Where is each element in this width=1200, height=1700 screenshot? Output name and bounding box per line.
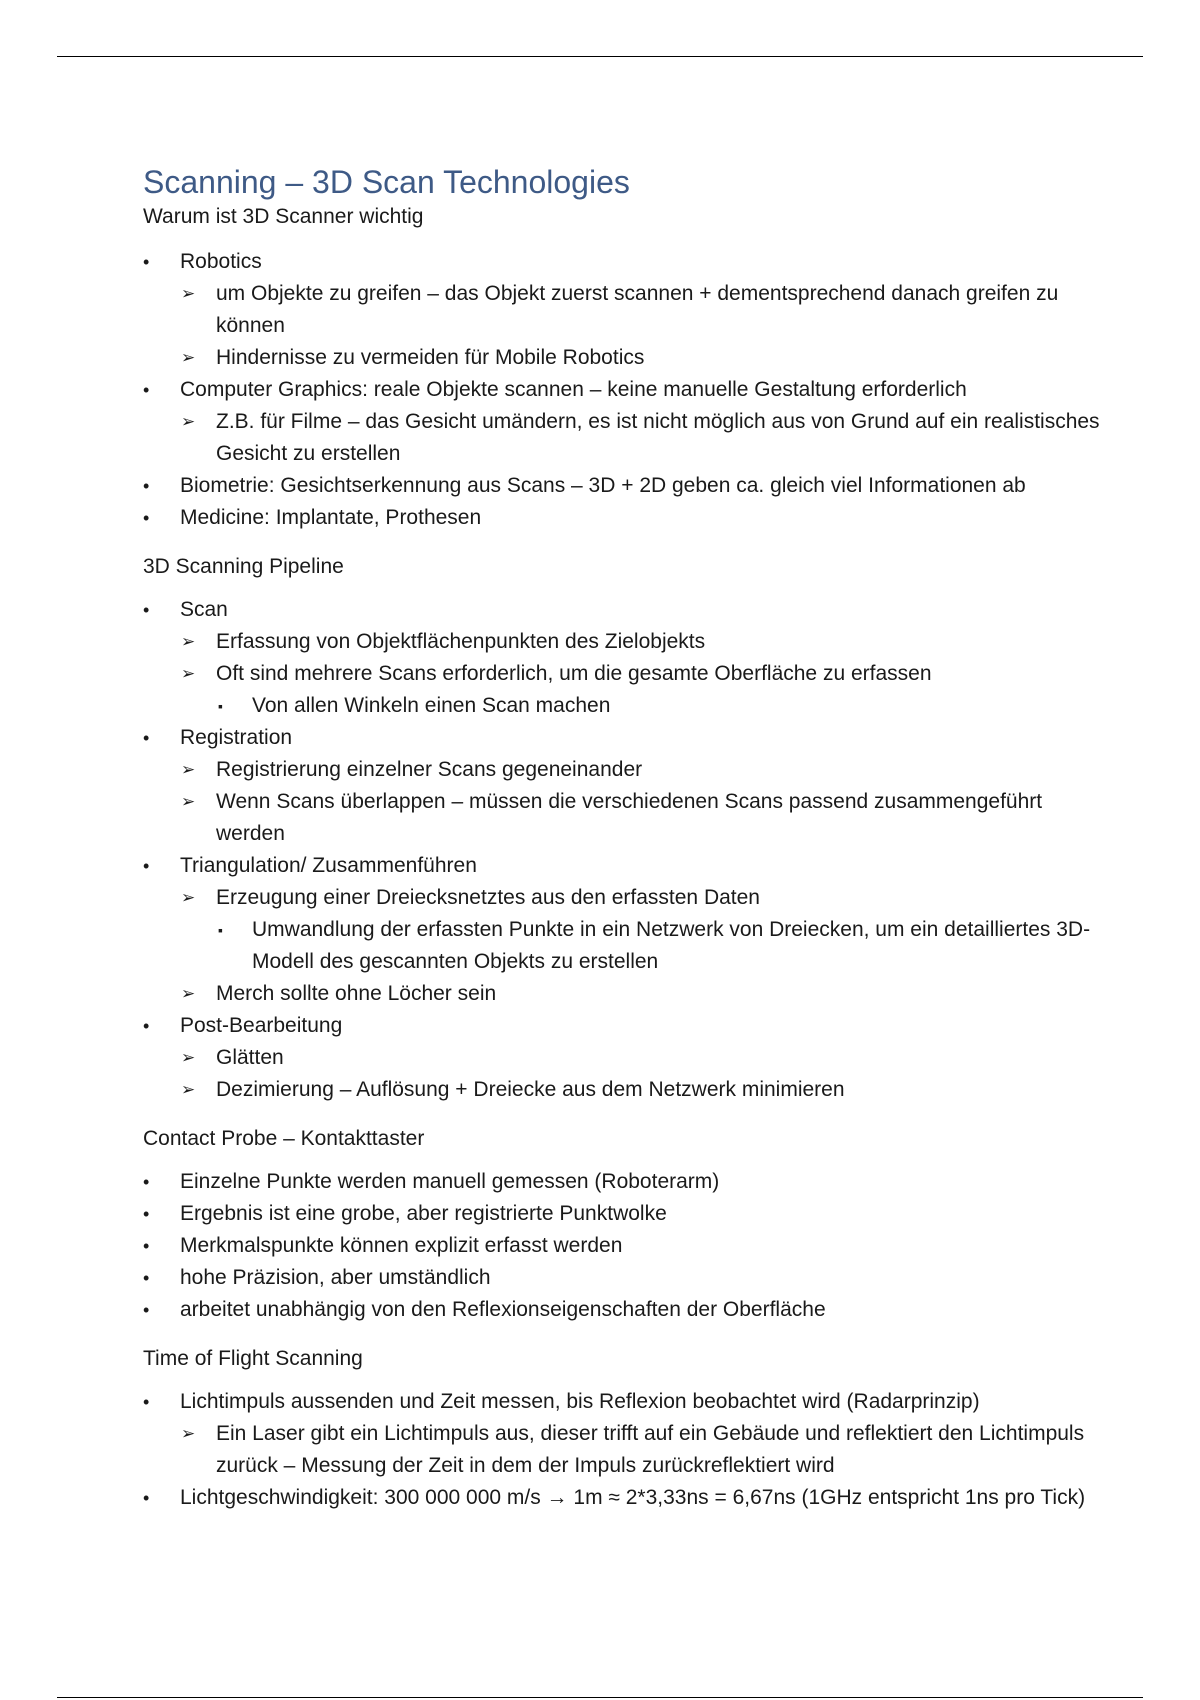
- list-item: [143, 1042, 1103, 1074]
- list-item-text: Ein Laser gibt ein Lichtimpuls aus, dieser trifft auf ein Gebäude und reflektiert den Lichtimpuls zurück – Messung der Zeit in dem der Impuls zurückreflektiert wird: [216, 1422, 1085, 1477]
- bullet-dot-icon: •: [143, 1268, 150, 1288]
- list-item-text: um Objekte zu greifen – das Objekt zuerst scannen + dementsprechend danach greifen zu können: [216, 282, 1059, 337]
- bullet-dot-icon: •: [143, 856, 150, 876]
- arrowhead-bullet-icon: ➢: [181, 984, 196, 1003]
- list-item: [143, 1166, 1103, 1198]
- list-item: [143, 690, 1103, 722]
- list-item-text: Scan: [180, 598, 228, 621]
- footer-rule: [57, 1697, 1143, 1698]
- list-item: [143, 374, 1103, 406]
- list-item-text: Medicine: Implantate, Prothesen: [180, 506, 482, 529]
- document-body: [143, 162, 1103, 1514]
- list-item-text: Lichtgeschwindigkeit: 300 000 000 m/s → 1m ≈ 2*3,33ns = 6,67ns (1GHz entspricht 1ns pro Tick): [180, 1486, 1086, 1509]
- sections-container: [143, 202, 1103, 1514]
- bullet-dot-icon: •: [143, 1236, 150, 1256]
- list-item: [143, 1294, 1103, 1326]
- arrowhead-bullet-icon: ➢: [181, 760, 196, 779]
- bullet-dot-icon: •: [143, 728, 150, 748]
- bullet-list: [143, 1166, 1103, 1326]
- list-item-text: Erzeugung einer Dreiecksnetztes aus den erfassten Daten: [216, 886, 760, 909]
- list-item: [143, 1386, 1103, 1418]
- square-bullet-icon: ▪: [218, 922, 223, 938]
- list-item-text: Hindernisse zu vermeiden für Mobile Robotics: [216, 346, 645, 369]
- document-title: Scanning – 3D Scan Technologies: [143, 164, 630, 200]
- list-item-text: Z.B. für Filme – das Gesicht umändern, es ist nicht möglich aus von Grund auf ein realistisches Gesicht zu erstellen: [216, 410, 1100, 465]
- list-item: [143, 978, 1103, 1010]
- list-item-text: Glätten: [216, 1046, 284, 1069]
- list-item: [143, 1198, 1103, 1230]
- list-item-text: Registrierung einzelner Scans gegeneinander: [216, 758, 643, 781]
- list-item-text: Erfassung von Objektflächenpunkten des Zielobjekts: [216, 630, 706, 653]
- square-bullet-icon: ▪: [218, 698, 223, 714]
- arrowhead-bullet-icon: ➢: [181, 792, 196, 811]
- list-item-text: Dezimierung – Auflösung + Dreiecke aus dem Netzwerk minimieren: [216, 1078, 845, 1101]
- list-item-text: Triangulation/ Zusammenführen: [180, 854, 477, 877]
- list-item: [143, 754, 1103, 786]
- list-item: [143, 1418, 1103, 1482]
- list-item-text: Robotics: [180, 250, 262, 273]
- list-item: [143, 246, 1103, 278]
- arrowhead-bullet-icon: ➢: [181, 348, 196, 367]
- list-item: [143, 882, 1103, 914]
- list-item: [143, 278, 1103, 342]
- list-item: [143, 1074, 1103, 1106]
- list-item: [143, 406, 1103, 470]
- list-item-text: Merch sollte ohne Löcher sein: [216, 982, 497, 1005]
- list-item: [143, 626, 1103, 658]
- bullet-dot-icon: •: [143, 600, 150, 620]
- arrowhead-bullet-icon: ➢: [181, 1080, 196, 1099]
- list-item: [143, 786, 1103, 850]
- list-item: [143, 594, 1103, 626]
- list-item: [143, 470, 1103, 502]
- list-item: [143, 1262, 1103, 1294]
- list-item-text: Lichtimpuls aussenden und Zeit messen, bis Reflexion beobachtet wird (Radarprinzip): [180, 1390, 980, 1413]
- bullet-dot-icon: •: [143, 1300, 150, 1320]
- list-item-text: arbeitet unabhängig von den Reflexionseigenschaften der Oberfläche: [180, 1298, 826, 1321]
- bullet-list: [143, 1386, 1103, 1514]
- bullet-dot-icon: •: [143, 1172, 150, 1192]
- bullet-dot-icon: •: [143, 1488, 150, 1508]
- list-item-text: Einzelne Punkte werden manuell gemessen (Roboterarm): [180, 1170, 720, 1193]
- arrowhead-bullet-icon: ➢: [181, 412, 196, 431]
- bullet-dot-icon: •: [143, 380, 150, 400]
- list-item-text: Von allen Winkeln einen Scan machen: [252, 694, 611, 717]
- list-item-text: hohe Präzision, aber umständlich: [180, 1266, 491, 1289]
- bullet-dot-icon: •: [143, 252, 150, 272]
- list-item-text: Ergebnis ist eine grobe, aber registrierte Punktwolke: [180, 1202, 667, 1225]
- list-item-text: Computer Graphics: reale Objekte scannen – keine manuelle Gestaltung erforderlich: [180, 378, 967, 401]
- bullet-dot-icon: •: [143, 1204, 150, 1224]
- list-item: [143, 1230, 1103, 1262]
- bullet-dot-icon: •: [143, 476, 150, 496]
- arrowhead-bullet-icon: ➢: [181, 284, 196, 303]
- list-item: [143, 722, 1103, 754]
- arrowhead-bullet-icon: ➢: [181, 1048, 196, 1067]
- list-item-text: Registration: [180, 726, 293, 749]
- list-item-text: Umwandlung der erfassten Punkte in ein Netzwerk von Dreiecken, um ein detailliertes 3D-Modell des gescannten Objekts zu erstellen: [252, 918, 1091, 973]
- list-item: [143, 850, 1103, 882]
- list-item-text: Oft sind mehrere Scans erforderlich, um die gesamte Oberfläche zu erfassen: [216, 662, 932, 685]
- arrowhead-bullet-icon: ➢: [181, 664, 196, 683]
- arrowhead-bullet-icon: ➢: [181, 1424, 196, 1443]
- section-heading: 3D Scanning Pipeline: [143, 555, 344, 578]
- list-item-text: Merkmalspunkte können explizit erfasst werden: [180, 1234, 623, 1257]
- bullet-list: [143, 594, 1103, 1106]
- list-item-text: Post-Bearbeitung: [180, 1014, 343, 1037]
- header-rule: [57, 56, 1143, 57]
- bullet-dot-icon: •: [143, 1392, 150, 1412]
- list-item: [143, 1482, 1103, 1514]
- bullet-list: [143, 246, 1103, 534]
- list-item: [143, 342, 1103, 374]
- list-item-text: Biometrie: Gesichtserkennung aus Scans – 3D + 2D geben ca. gleich viel Informationen ab: [180, 474, 1026, 497]
- list-item: [143, 658, 1103, 690]
- arrowhead-bullet-icon: ➢: [181, 632, 196, 651]
- arrowhead-bullet-icon: ➢: [181, 888, 196, 907]
- list-item: [143, 502, 1103, 534]
- list-item-text: Wenn Scans überlappen – müssen die verschiedenen Scans passend zusammengeführt werden: [216, 790, 1043, 845]
- list-item: [143, 914, 1103, 978]
- section-heading: Contact Probe – Kontakttaster: [143, 1127, 425, 1150]
- section-heading: Warum ist 3D Scanner wichtig: [143, 205, 424, 228]
- section-heading: Time of Flight Scanning: [143, 1347, 363, 1370]
- bullet-dot-icon: •: [143, 1016, 150, 1036]
- bullet-dot-icon: •: [143, 508, 150, 528]
- list-item: [143, 1010, 1103, 1042]
